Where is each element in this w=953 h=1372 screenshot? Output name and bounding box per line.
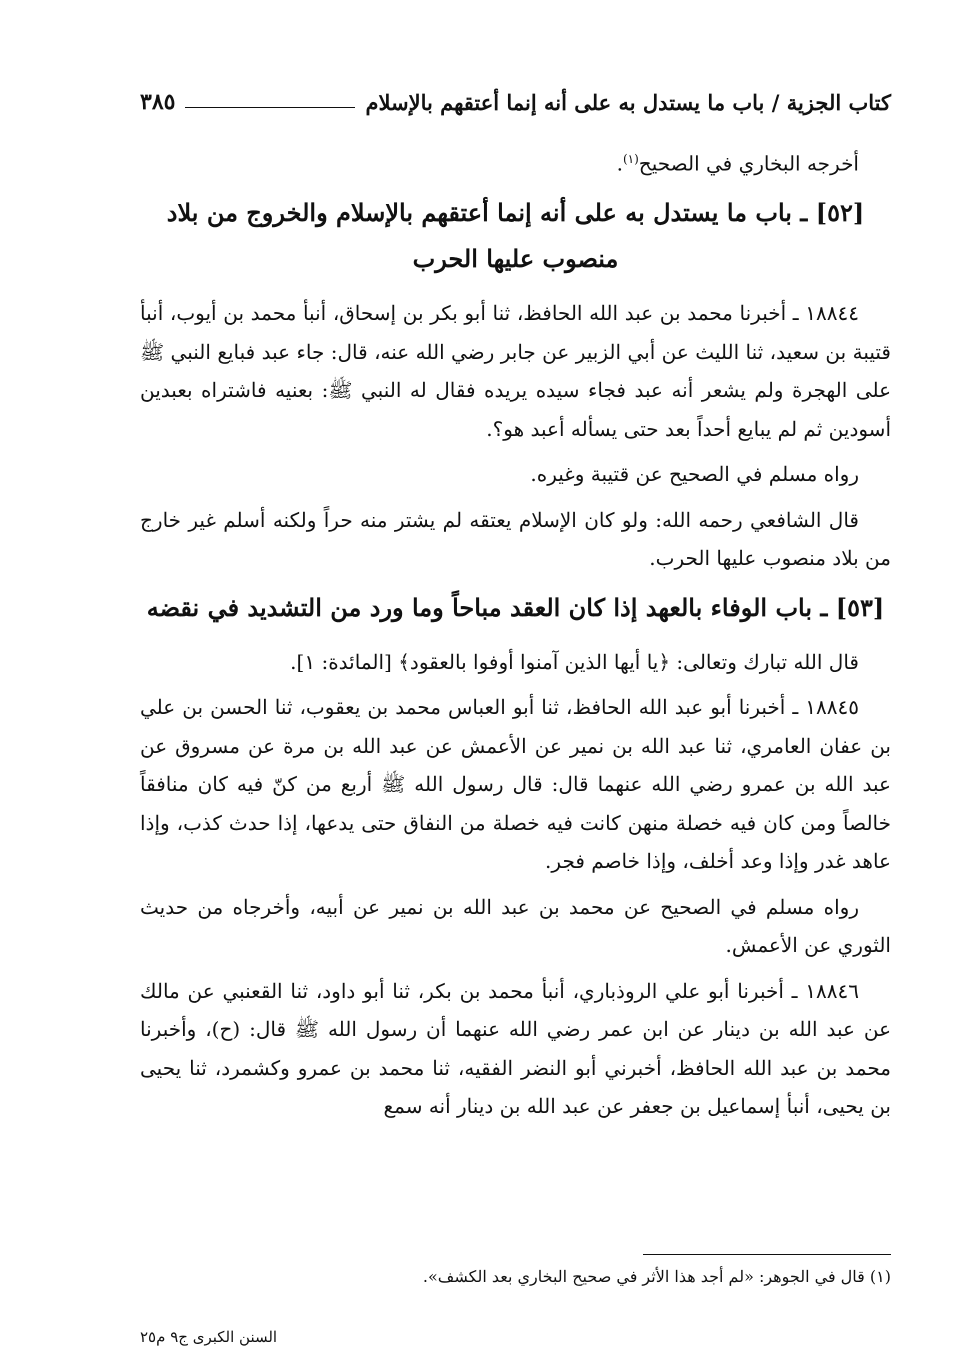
footnote-marker: (١) xyxy=(622,152,639,166)
chapter-heading-53: [٥٣] ـ باب الوفاء بالعهد إذا كان العقد مباحاً وما ورد من التشديد في نقضه xyxy=(146,592,885,622)
header-rule xyxy=(185,107,355,108)
paragraph-quran-verse: قال الله تبارك وتعالى: ﴿يا أيها الذين آمنوا أوفوا بالعقود﴾ [المائدة: ١]. xyxy=(290,649,859,674)
header-title: كتاب الجزية / باب ما يستدل به على أنه إنما أعتقهم بالإسلام xyxy=(365,89,891,115)
page-body xyxy=(140,140,891,1133)
hadith-18846: ١٨٨٤٦ ـ أخبرنا أبو علي الروذباري، أنبأ محمد بن بكر، ثنا أبو داود، ثنا القعنبي عن مالك عن عبد الله بن دينار عن ابن عمر رضي الله عنهما أن رسول الله ﷺ قال: (ح)، وأخبرنا محمد بن عبد الله الحافظ، أخبرني أبو النضر الفقيه، ثنا محمد بن عمرو وكشمرد، ثنا يحيى بن يحيى، أنبأ إسماعيل بن جعفر عن عبد الله بن دينار أنه سمع xyxy=(140,978,891,1119)
running-header xyxy=(140,82,891,122)
paragraph-muslim-nimir: رواه مسلم في الصحيح عن محمد بن عبد الله بن نمير عن أبيه، وأخرجاه من حديث الثوري عن الأعمش. xyxy=(140,894,891,958)
footnote-separator xyxy=(643,1254,891,1255)
page-number: ٣٨٥ xyxy=(140,89,176,115)
paragraph-muslim-qutayba: رواه مسلم في الصحيح عن قتيبة وغيره. xyxy=(530,462,859,487)
paragraph-bukhari-ref xyxy=(140,140,891,183)
hadith-18845: ١٨٨٤٥ ـ أخبرنا أبو عبد الله الحافظ، ثنا أبو العباس محمد بن يعقوب، ثنا الحسن بن علي بن عفان العامري، ثنا عبد الله بن نمير عن الأعمش عن عبد الله بن مرة عن مسروق عن عبد الله بن عمرو رضي الله عنهما قال: قال رسول الله ﷺ أربع من كنّ فيه كان منافقاً خالصاً ومن كان فيه خصلة منهن كانت فيه خصلة من النفاق حتى يدعها، إذا حدث كذب، وإذا عاهد غدر وإذا وعد أخلف، وإذا خاصم فجر. xyxy=(140,695,891,874)
chapter-heading-52: [٥٢] ـ باب ما يستدل به على أنه إنما أعتقهم بالإسلام والخروج من بلاد منصوب عليها الحرب xyxy=(166,198,865,274)
hadith-18844: ١٨٨٤٤ ـ أخبرنا محمد بن عبد الله الحافظ، ثنا أبو بكر بن إسحاق، أنبأ محمد بن أيوب، أنبأ قتيبة بن سعيد، ثنا الليث عن أبي الزبير عن جابر رضي الله عنه، قال: جاء عبد فبايع النبي ﷺ على الهجرة ولم يشعر أنه عبد فجاء سيده يريده فقال له النبي ﷺ: بعنيه فاشتراه بعبدين أسودين ثم لم يبايع أحداً بعد حتى يسأله أعبد هو؟. xyxy=(140,301,891,441)
footnote-1: (١) قال في الجوهر: «لم أجد هذا الأثر في صحيح البخاري بعد الكشف». xyxy=(422,1267,891,1286)
footnotes xyxy=(140,1254,891,1291)
printer-signature: السنن الكبرى ج٩ م٢٥ xyxy=(140,1328,278,1346)
paragraph-shafii: قال الشافعي رحمه الله: ولو كان الإسلام يعتقه لم يشتر منه حراً ولكنه أسلم غير خارج من بلاد منصوب عليها الحرب. xyxy=(140,507,891,571)
paragraph-text: أخرجه البخاري في الصحيح xyxy=(638,151,859,176)
paragraph-end: . xyxy=(616,151,623,176)
